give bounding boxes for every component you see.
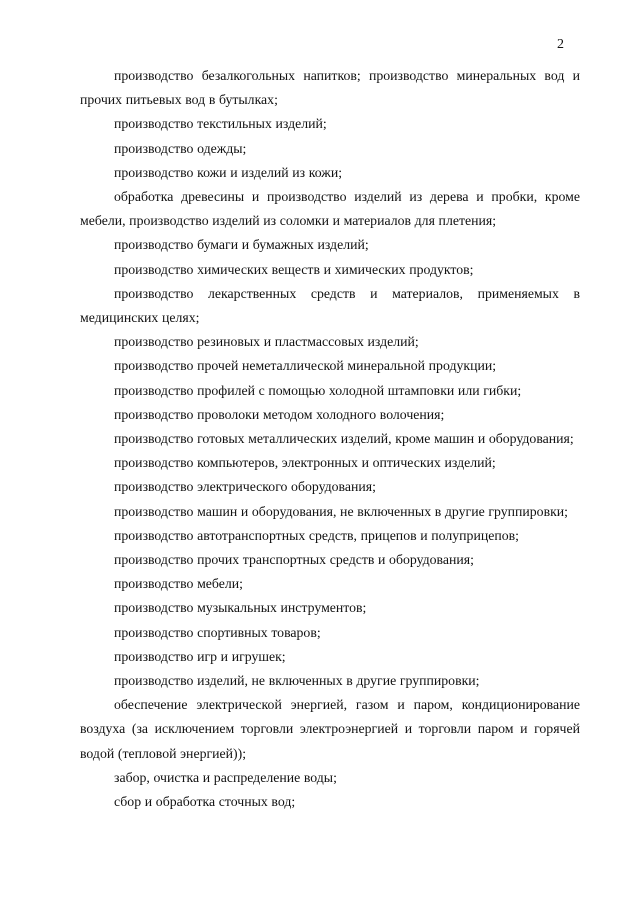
paragraph: производство готовых металлических изделий, кроме машин и оборудования; <box>114 431 574 447</box>
paragraph: производство прочих транспортных средств и оборудования; <box>114 552 474 568</box>
paragraph: производство игр и игрушек; <box>114 648 286 664</box>
paragraph: производство спортивных товаров; <box>114 624 321 640</box>
paragraph: производство прочей неметаллической минеральной продукции; <box>114 358 497 374</box>
paragraph: производство автотранспортных средств, прицепов и полуприцепов; <box>114 527 519 543</box>
paragraph: производство кожи и изделий из кожи; <box>114 164 343 180</box>
paragraph: обработка древесины и производство изделий из дерева и пробки, кроме мебели, производство изделий из соломки и материалов для плетения; <box>80 189 580 229</box>
paragraph: производство электрического оборудования; <box>114 479 376 495</box>
paragraph: производство компьютеров, электронных и оптических изделий; <box>114 455 496 471</box>
paragraph: производство профилей с помощью холодной штамповки или гибки; <box>114 382 522 398</box>
paragraph: производство проволоки методом холодного волочения; <box>114 406 445 422</box>
paragraph: производство резиновых и пластмассовых изделий; <box>114 334 419 350</box>
paragraph: производство машин и оборудования, не включенных в другие группировки; <box>114 503 569 519</box>
paragraph: производство химических веществ и химических продуктов; <box>114 261 474 277</box>
paragraph: производство безалкогольных напитков; производство минеральных вод и прочих питьевых вод в бутылках; <box>80 68 580 108</box>
paragraph: забор, очистка и распределение воды; <box>114 769 337 785</box>
paragraph: производство мебели; <box>114 576 243 592</box>
paragraph: производство одежды; <box>114 140 247 156</box>
paragraph: производство бумаги и бумажных изделий; <box>114 237 369 253</box>
paragraph: производство музыкальных инструментов; <box>114 600 367 616</box>
document-body <box>80 64 580 814</box>
paragraph: производство изделий, не включенных в другие группировки; <box>114 673 480 689</box>
paragraph: производство текстильных изделий; <box>114 116 327 132</box>
page-number: 2 <box>557 37 564 52</box>
paragraph: сбор и обработка сточных вод; <box>114 794 296 810</box>
paragraph: производство лекарственных средств и материалов, применяемых в медицинских целях; <box>80 285 580 326</box>
paragraph: обеспечение электрической энергией, газом и паром, кондиционирование воздуха (за исключением торговли электроэнергией и торговли паром и горячей водой (тепловой энергией)); <box>80 697 580 761</box>
